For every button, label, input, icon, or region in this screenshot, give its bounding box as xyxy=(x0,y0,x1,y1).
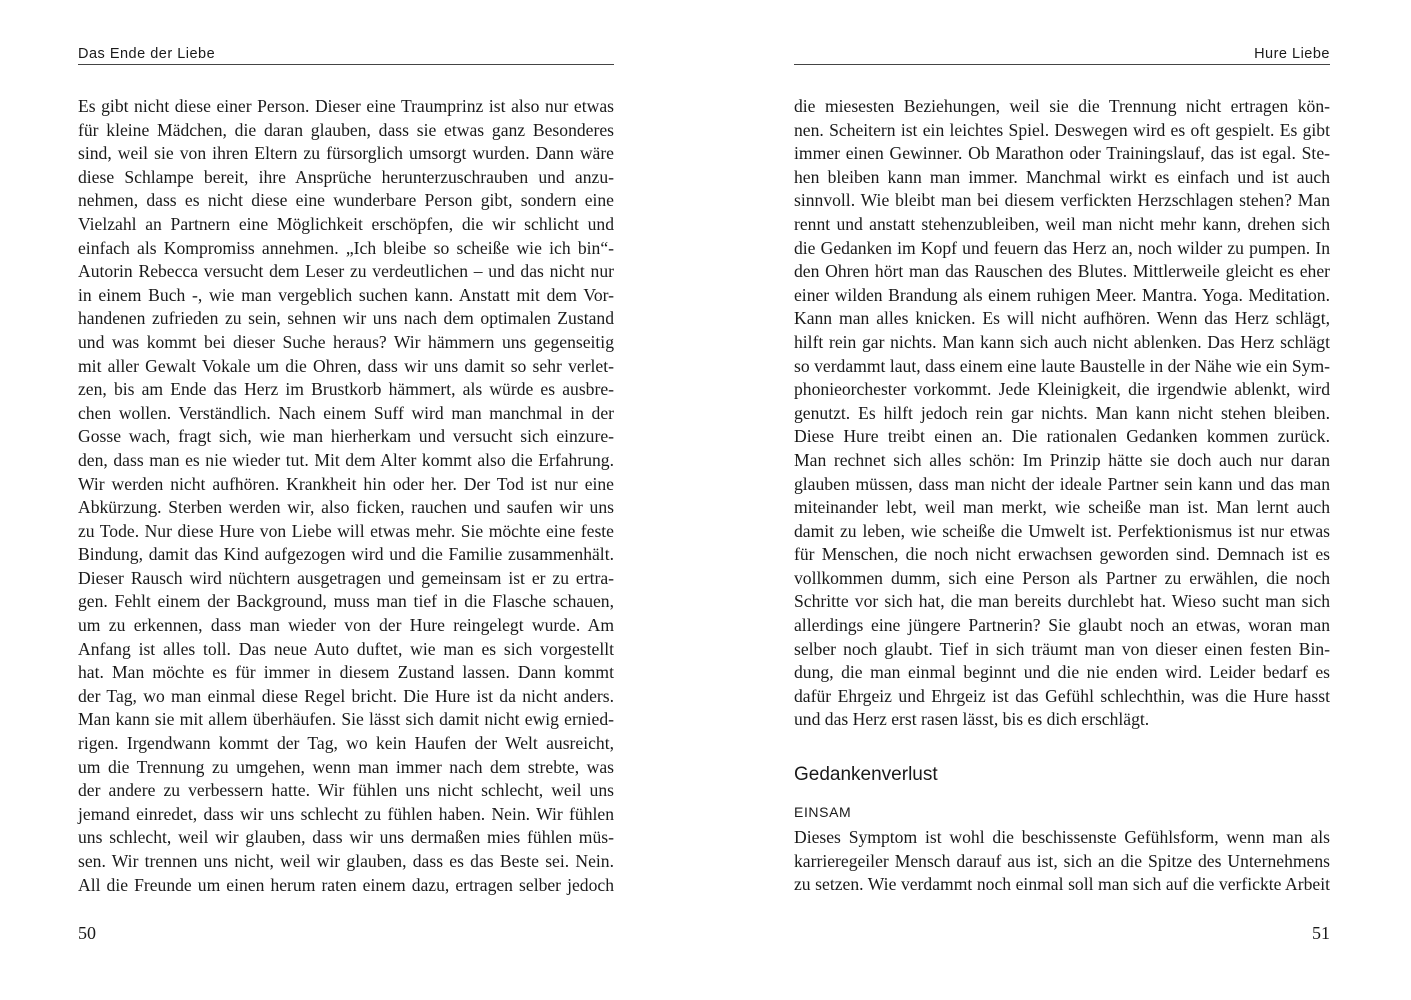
text-line: Anfang ist alles toll. Das neue Auto duftet, wie man es sich vorgestellt xyxy=(78,638,614,659)
text-line: für kleine Mädchen, die daran glauben, dass sie etwas ganz Besonderes xyxy=(78,119,614,140)
text-line: hilft rein gar nichts. Man kann sich auch nicht ablenken. Das Herz schlägt xyxy=(794,331,1330,352)
text-line: den Ohren hört man das Rauschen des Blutes. Mittlerweile gleicht es eher xyxy=(794,261,1330,282)
running-head: Hure Liebe xyxy=(794,46,1330,65)
text-line: nen. Scheitern ist ein leichtes Spiel. Deswegen wird es oft gespielt. Es gibt xyxy=(794,119,1330,140)
text-line: für Menschen, die noch nicht erwachsen geworden sind. Demnach ist es xyxy=(794,544,1330,565)
text-line: diese Schlampe bereit, ihre Ansprüche herunterzuschrauben und anzu- xyxy=(78,166,614,187)
text-line: einer wilden Brandung als einem ruhigen Meer. Mantra. Yoga. Meditation. xyxy=(794,284,1330,305)
text-line: Diese Hure treibt einen an. Die rationalen Gedanken kommen zurück. xyxy=(794,426,1330,447)
text-line: der Tag, wo man einmal diese Regel bricht. Die Hure ist da nicht anders. xyxy=(78,685,614,706)
text-line: zu Tode. Nur diese Hure von Liebe will etwas mehr. Sie möchte eine feste xyxy=(78,520,614,541)
text-line: Dieses Symptom ist wohl die beschissenste Gefühlsform, wenn man als xyxy=(794,827,1330,847)
text-line: die Gedanken im Kopf und feuern das Herz an, noch wilder zu pumpen. In xyxy=(794,237,1330,258)
text-line: zen, bis am Ende das Herz im Brustkorb hämmert, als würde es ausbre- xyxy=(78,379,614,400)
text-line: Man rechnet sich alles schön: Im Prinzip hätte sie doch auch nur daran xyxy=(794,449,1330,470)
text-line: um die Trennung zu umgehen, wenn man immer nach dem strebte, was xyxy=(78,756,614,777)
text-line: Autorin Rebecca versucht dem Leser zu verdeutlichen – und das nicht nur xyxy=(78,261,614,282)
text-line: um zu erkennen, dass man wieder von der Hure reingelegt wurde. Am xyxy=(78,615,614,636)
text-line: allerdings eine jüngere Partnerin? Sie glaubt noch an etwas, woran man xyxy=(794,615,1330,636)
right-page xyxy=(794,0,1330,1000)
section-body-text xyxy=(794,826,1330,897)
text-line: sinnvoll. Wie bleibt man bei diesem verfickten Herzschlagen stehen? Man xyxy=(794,190,1330,211)
text-line: Schritte vor sich hat, die man bereits durchlebt hat. Wieso sucht man sich xyxy=(794,591,1330,612)
text-line: sind, weil sie von ihren Eltern zu fürsorglich umsorgt wurden. Dann wäre xyxy=(78,143,614,164)
page-number: 50 xyxy=(78,923,96,943)
text-line: immer einen Gewinner. Ob Marathon oder Trainingslauf, das ist egal. Ste- xyxy=(794,143,1330,164)
page-number: 51 xyxy=(1312,923,1330,943)
text-line: und was kommt bei dieser Suche heraus? Wir hämmern uns gegenseitig xyxy=(78,331,614,352)
text-line: Vielzahl an Partnern eine Möglichkeit erschöpfen, die wir schlicht und xyxy=(78,213,614,234)
text-line: karrieregeiler Mensch darauf aus ist, sich an die Spitze des Unternehmens xyxy=(794,850,1330,871)
text-line: Bindung, damit das Kind aufgezogen wird und die Familie zusammenhält. xyxy=(78,544,614,565)
running-head: Das Ende der Liebe xyxy=(78,46,614,65)
text-line: Dieser Rausch wird nüchtern ausgetragen und gemeinsam ist er zu ertra- xyxy=(78,567,614,588)
left-page xyxy=(78,0,614,1000)
text-line: einfach als Kompromiss annehmen. „Ich bleibe so scheiße wie ich bin“- xyxy=(78,237,614,258)
text-line: sen. Wir trennen uns nicht, weil wir glauben, dass es das Beste sei. Nein. xyxy=(78,851,614,871)
text-line: Es gibt nicht diese einer Person. Dieser eine Traumprinz ist also nur etwas xyxy=(78,96,614,116)
text-line: gen. Fehlt einem der Background, muss man tief in die Flasche schauen, xyxy=(78,591,614,612)
text-line: All die Freunde um einen herum raten einem dazu, ertragen selber jedoch xyxy=(78,874,614,895)
text-line: den, dass man es nie wieder tut. Mit dem Alter kommt also die Erfahrung. xyxy=(78,449,614,470)
text-line: nehmen, dass es nicht diese eine wunderbare Person gibt, sondern eine xyxy=(78,190,614,211)
text-line: vollkommen dumm, sich eine Person als Partner zu erwählen, die noch xyxy=(794,567,1330,588)
text-line: hat. Man möchte es für immer in diesem Zustand lassen. Dann kommt xyxy=(78,662,614,683)
text-line: Gosse wach, fragt sich, wie man hierherkam und versucht sich einzure- xyxy=(78,426,614,447)
text-line: genutzt. Es hilft jedoch rein gar nichts. Man kann nicht stehen bleiben. xyxy=(794,402,1330,423)
text-line: dung, die man einmal beginnt und die nie enden wird. Leider bedarf es xyxy=(794,662,1330,683)
text-line: mit aller Gewalt Vokale um die Ohren, dass wir uns damit so sehr verlet- xyxy=(78,355,614,376)
body-text xyxy=(794,95,1330,732)
text-line: rigen. Irgendwann kommt der Tag, wo kein Haufen der Welt ausreicht, xyxy=(78,733,614,754)
text-line: rennt und anstatt stehenzubleiben, weil man nicht mehr kann, drehen sich xyxy=(794,213,1330,234)
text-line: glauben müssen, dass man nicht der ideale Partner sein kann und das man xyxy=(794,473,1330,494)
text-line: uns schlecht, weil wir glauben, dass wir uns dermaßen mies fühlen müs- xyxy=(78,827,614,848)
text-line: und das Herz erst rasen lässt, bis es dich erschlägt. xyxy=(794,709,1150,730)
text-line: Abkürzung. Sterben werden wir, also ficken, rauchen und saufen wir uns xyxy=(78,497,614,518)
text-line: Kann man alles knicken. Es will nicht aufhören. Wenn das Herz schlägt, xyxy=(794,308,1330,329)
subsection-title: EINSAM xyxy=(794,804,852,820)
text-line: damit zu leben, wie scheiße die Umwelt ist. Perfektionismus ist nur etwas xyxy=(794,520,1330,541)
text-line: selber noch glaubt. Tief in sich träumt man von dieser einen festen Bin- xyxy=(794,638,1330,659)
text-line: die miesesten Beziehungen, weil sie die Trennung nicht ertragen kön- xyxy=(794,96,1330,116)
text-line: Wir werden nicht aufhören. Krankheit hin oder her. Der Tod ist nur eine xyxy=(78,473,614,494)
text-line: phonieorchester vorkommt. Jede Kleinigkeit, die irgendwie ablenkt, wird xyxy=(794,379,1330,400)
text-line: chen wollen. Verständlich. Nach einem Suff wird man manchmal in der xyxy=(78,402,614,423)
text-line: hen bleiben kann man immer. Manchmal wirkt es einfach und ist auch xyxy=(794,166,1330,187)
text-line: dafür Ehrgeiz und Ehrgeiz ist das Gefühl schlechthin, was die Hure hasst xyxy=(794,685,1330,706)
section-title: Gedankenverlust xyxy=(794,764,938,785)
text-line: so verdammt laut, dass einem eine laute Baustelle in der Nähe wie ein Sym- xyxy=(794,355,1330,376)
text-line: miteinander lebt, weil man merkt, wie scheiße man ist. Man lernt auch xyxy=(794,497,1330,518)
text-line: der andere zu verbessern hatte. Wir fühlen uns nicht schlecht, weil uns xyxy=(78,780,614,801)
text-line: jemand einredet, dass wir uns schlecht zu fühlen haben. Nein. Wir fühlen xyxy=(78,803,614,824)
body-text xyxy=(78,95,614,897)
text-line: handenen zufrieden zu sein, sehnen wir uns nach dem optimalen Zustand xyxy=(78,308,614,329)
text-line: zu setzen. Wie verdammt noch einmal soll man sich auf die verfickte Arbeit xyxy=(794,874,1330,895)
text-line: in einem Buch -, wie man vergeblich suchen kann. Anstatt mit dem Vor- xyxy=(78,284,614,305)
text-line: Man kann sie mit allem überhäufen. Sie lässt sich damit nicht ewig ernied- xyxy=(78,709,614,730)
